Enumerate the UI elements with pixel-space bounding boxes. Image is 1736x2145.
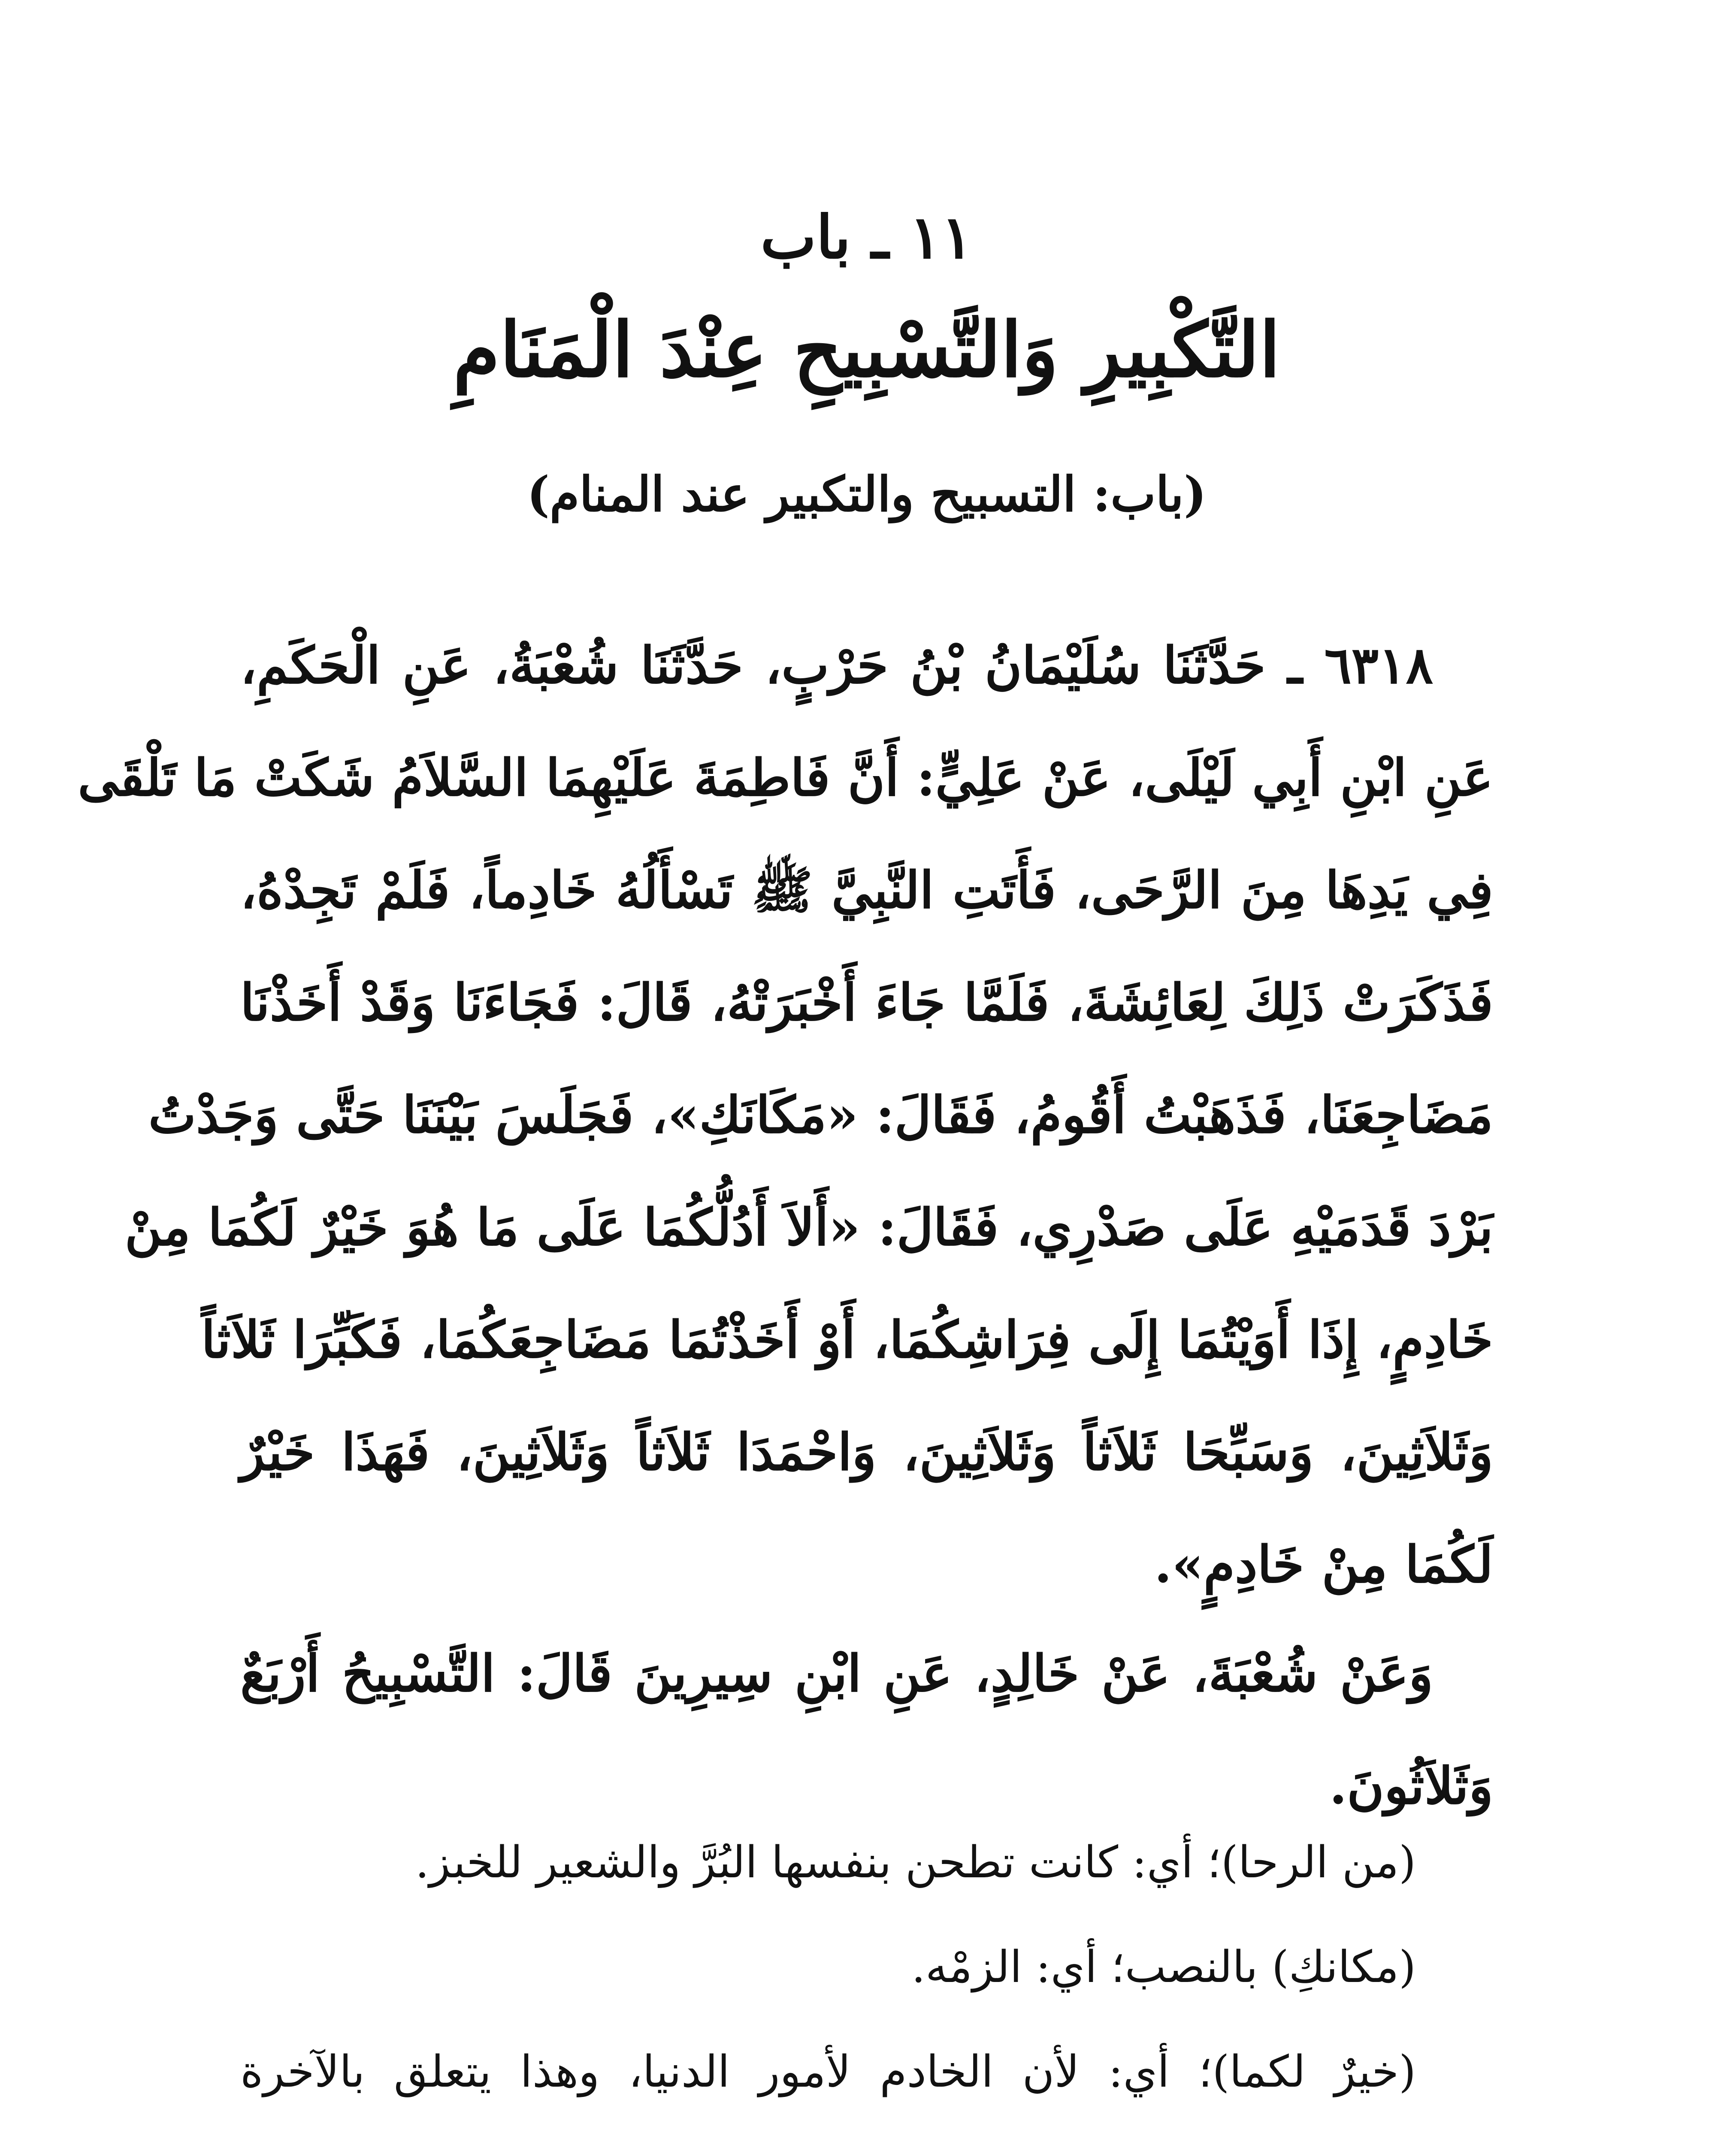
- hadith-line: لَكُمَا مِنْ خَادِمٍ».: [1154, 1535, 1493, 1594]
- chapter-subtitle: (باب: التسبيح والتكبير عند المنام): [527, 466, 1207, 523]
- chapter-number: ١١ ـ باب: [760, 202, 973, 272]
- commentary-line: (من الرحا)؛ أي: كانت تطحن بنفسها البُرَّ والشعير للخبز.: [415, 1837, 1416, 1888]
- hadith-line: وَثَلاَثِينَ، وَسَبِّحَا ثَلاَثاً وَثَلاَثِينَ، وَاحْمَدَا ثَلاَثاً وَثَلاَثِينَ، فَهَذَا خَيْرٌ: [240, 1422, 1493, 1482]
- narration-line: وَثَلاَثُونَ.: [1329, 1756, 1493, 1816]
- hadith-line: ٦٣١٨ ـ حَدَّثَنَا سُلَيْمَانُ بْنُ حَرْبٍ، حَدَّثَنَا شُعْبَةُ، عَنِ الْحَكَمِ،: [240, 635, 1433, 695]
- commentary-line: (خيرٌ لكما)؛ أي: لأن الخادم لأمور الدنيا، وهذا يتعلق بالآخرة: [240, 2046, 1416, 2097]
- commentary-line: (مكانكِ) بالنصب؛ أي: الزمْه.: [911, 1942, 1416, 1993]
- hadith-line: فِي يَدِهَا مِنَ الرَّحَى، فَأَتَتِ النَّبِيَّ ﷺ تَسْأَلُهُ خَادِماً، فَلَمْ تَجِدْهُ،: [240, 860, 1493, 920]
- hadith-text: [78, 609, 1493, 1621]
- hadith-line: فَذَكَرَتْ ذَلِكَ لِعَائِشَةَ، فَلَمَّا جَاءَ أَخْبَرَتْهُ، قَالَ: فَجَاءَنَا وَقَدْ أَخَذْنَا: [240, 973, 1493, 1032]
- commentary: [240, 1810, 1493, 2145]
- hadith-line: خَادِمٍ، إِذَا أَوَيْتُمَا إِلَى فِرَاشِكُمَا، أَوْ أَخَذْتُمَا مَضَاجِعَكُمَا، فَكَبِّرَا ثَلاَثاً: [201, 1310, 1493, 1369]
- commentary-line: [240, 2124, 1493, 2145]
- chapter-title: التَّكْبِيرِ وَالتَّسْبِيحِ عِنْدَ الْمَنَامِ: [453, 305, 1280, 394]
- narration-line: وَعَنْ شُعْبَةَ، عَنْ خَالِدٍ، عَنِ ابْنِ سِيرِينَ قَالَ: التَّسْبِيحُ أَرْبَعٌ: [240, 1643, 1433, 1703]
- narration-text: [240, 1617, 1493, 1842]
- hadith-line: مَضَاجِعَنَا، فَذَهَبْتُ أَقُومُ، فَقَالَ: «مَكَانَكِ»، فَجَلَسَ بَيْنَنَا حَتَّى وَجَدْتُ: [148, 1085, 1493, 1145]
- hadith-line: عَنِ ابْنِ أَبِي لَيْلَى، عَنْ عَلِيٍّ: أَنَّ فَاطِمَةَ عَلَيْهِمَا السَّلاَمُ شَكَتْ مَا تَلْقَى: [78, 748, 1493, 807]
- hadith-line: بَرْدَ قَدَمَيْهِ عَلَى صَدْرِي، فَقَالَ: «أَلاَ أَدُلُّكُمَا عَلَى مَا هُوَ خَيْرٌ لَكُمَا مِنْ: [124, 1197, 1493, 1257]
